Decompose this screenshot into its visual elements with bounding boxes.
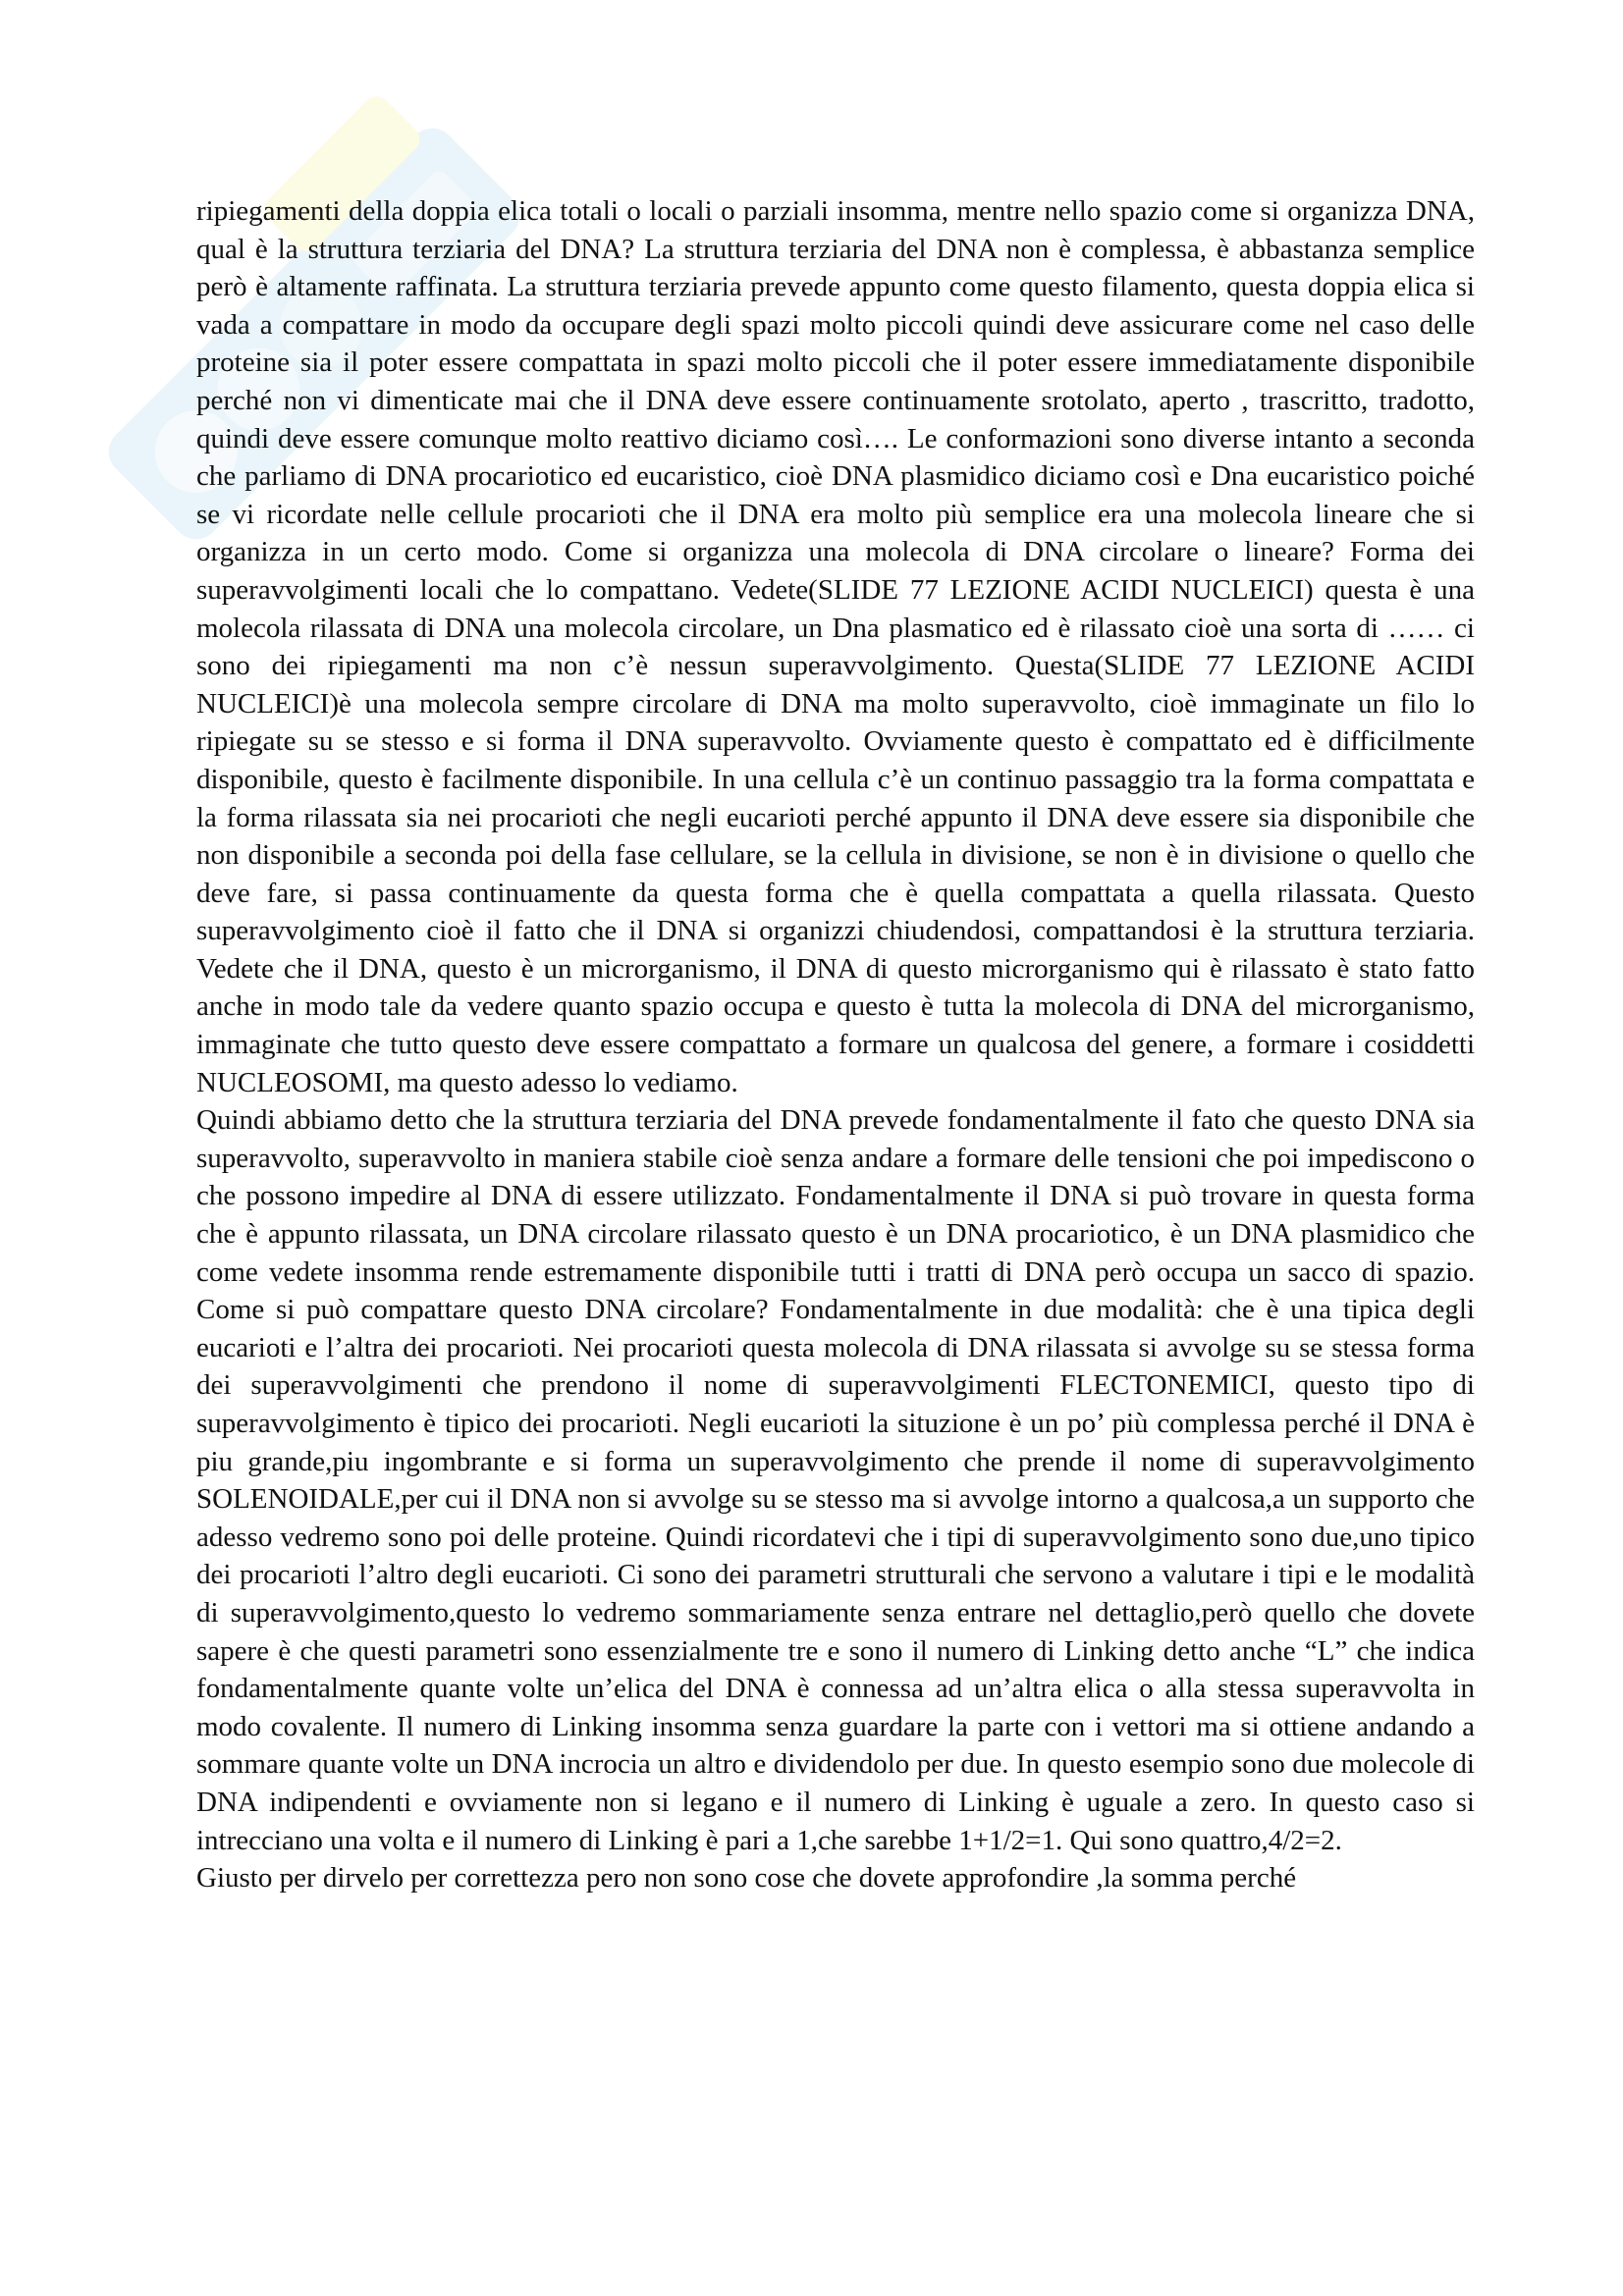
paragraph-1: ripiegamenti della doppia elica totali o locali o parziali insomma, mentre nello spazio come si organizza DNA, qual è la struttura terziaria del DNA? La struttura terziaria del DNA non è complessa, è abbastanza semplice però è altamente raffinata. La struttura terziaria prevede appunto come questo filamento, questa doppia elica si vada a compattare in modo da occupare degli spazi molto piccoli quindi deve assicurare come nel caso delle proteine sia il poter essere compattata in spazi molto piccoli che il poter essere immediatamente disponibile perché non vi dimenticate mai che il DNA deve essere continuamente srotolato, aperto , trascritto, tradotto, quindi deve essere comunque molto reattivo diciamo così…. Le conformazioni sono diverse intanto a seconda che parliamo di DNA procariotico ed eucaristico, cioè DNA plasmidico diciamo così e Dna eucaristico poiché se vi ricordate nelle cellule procarioti che il DNA era molto più semplice era una molecola lineare che si organizza in un certo modo. Come si organizza una molecola di DNA circolare o lineare? Forma dei superavvolgimenti locali che lo compattano. Vedete(SLIDE 77 LEZIONE ACIDI NUCLEICI) questa è una molecola rilassata di DNA una molecola circolare, un Dna plasmatico ed è rilassato cioè una sorta di …… ci sono dei ripiegamenti ma non c’è nessun superavvolgimento. Questa(SLIDE 77 LEZIONE ACIDI NUCLEICI)è una molecola sempre circolare di DNA ma molto superavvolto, cioè immaginate un filo lo ripiegate su se stesso e si forma il DNA superavvolto. Ovviamente questo è compattato ed è difficilmente disponibile, questo è facilmente disponibile. In una cellula c’è un continuo passaggio tra la forma compattata e la forma rilassata sia nei procarioti che negli eucarioti perché appunto il DNA deve essere sia disponibile che non disponibile a seconda poi della fase cellulare, se la cellula in divisione, se non è in divisione o quello che deve fare, si passa continuamente da questa forma che è quella compattata a quella rilassata. Questo superavvolgimento cioè il fatto che il DNA si organizzi chiudendosi, compattandosi è la struttura terziaria. Vedete che il DNA, questo è un microrganismo, il DNA di questo microrganismo qui è rilassato è stato fatto anche in modo tale da vedere quanto spazio occupa e questo è tutta la molecola di DNA del microrganismo, immaginate che tutto questo deve essere compattato a formare un qualcosa del genere, a formare i cosiddetti NUCLEOSOMI, ma questo adesso lo vediamo. [196, 195, 1475, 1098]
document-body [196, 192, 1475, 1897]
paragraph-2: Quindi abbiamo detto che la struttura terziaria del DNA prevede fondamentalmente il fato che questo DNA sia superavvolto, superavvolto in maniera stabile cioè senza andare a formare delle tensioni che poi impediscono o che possono impedire al DNA di essere utilizzato. Fondamentalmente il DNA si può trovare in questa forma che è appunto rilassata, un DNA circolare rilassato questo è un DNA procariotico, è un DNA plasmidico che come vedete insomma rende estremamente disponibile tutti i tratti di DNA però occupa un sacco di spazio. Come si può compattare questo DNA circolare? Fondamentalmente in due modalità: che è una tipica degli eucarioti e l’altra dei procarioti. Nei procarioti questa molecola di DNA rilassata si avvolge su se stessa forma dei superavvolgimenti che prendono il nome di superavvolgimenti FLECTONEMICI, questo tipo di superavvolgimento è tipico dei procarioti. Negli eucarioti la situzione è un po’ più complessa perché il DNA è piu grande,piu ingombrante e si forma un superavvolgimento che prende il nome di superavvolgimento SOLENOIDALE,per cui il DNA non si avvolge su se stesso ma si avvolge intorno a qualcosa,a un supporto che adesso vedremo sono poi delle proteine. Quindi ricordatevi che i tipi di superavvolgimento sono due,uno tipico dei procarioti l’altro degli eucarioti. Ci sono dei parametri strutturali che servono a valutare i tipi e le modalità di superavvolgimento,questo lo vedremo sommariamente senza entrare nel dettaglio,però quello che dovete sapere è che questi parametri sono essenzialmente tre e sono il numero di Linking detto anche “L” che indica fondamentalmente quante volte un’elica del DNA è connessa ad un’altra elica o alla stessa superavvolta in modo covalente. Il numero di Linking insomma senza guardare la parte con i vettori ma si ottiene andando a sommare quante volte un DNA incrocia un altro e dividendolo per due. In questo esempio sono due molecole di DNA indipendenti e ovviamente non si legano e il numero di Linking è uguale a zero. In questo caso si intrecciano una volta e il numero di Linking è pari a 1,che sarebbe 1+1/2=1. Qui sono quattro,4/2=2. [196, 1104, 1475, 1856]
paragraph-3: Giusto per dirvelo per correttezza pero non sono cose che dovete approfondire ,la somma perché [196, 1862, 1297, 1895]
